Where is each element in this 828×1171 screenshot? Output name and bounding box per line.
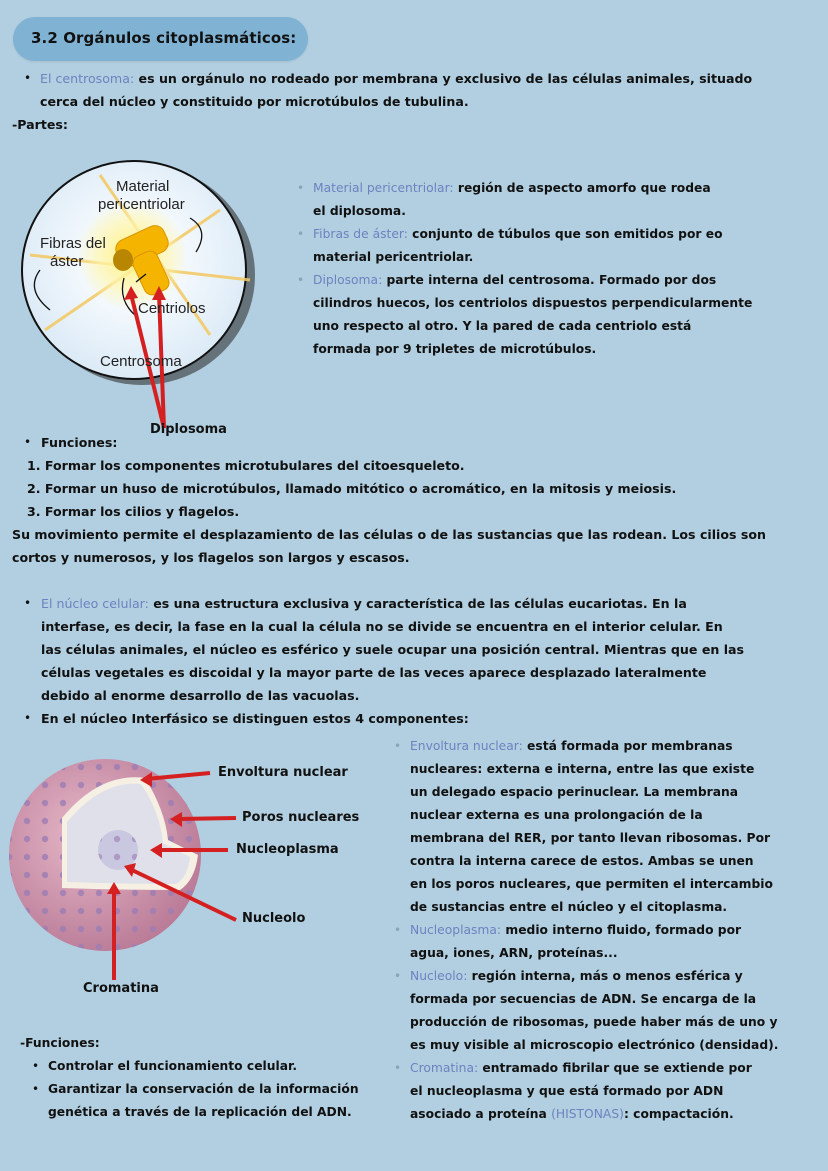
- nucleo-line: células vegetales es discoidal y la mayor parte de las veces aparece desplazado lateralmente: [41, 665, 707, 680]
- parte-fibras-line2: material pericentriolar.: [313, 250, 474, 264]
- bullet-icon: •: [32, 1082, 40, 1096]
- componente-line: de sustancias entre el núcleo y el citoplasma.: [410, 900, 728, 914]
- label-fibras: Fibras del: [40, 235, 106, 252]
- bullet-icon: •: [394, 923, 402, 937]
- bullet-icon: •: [24, 596, 32, 610]
- componente-line: en los poros nucleares, que permiten el intercambio: [410, 877, 773, 891]
- nucleo-intro: El núcleo celular: es una estructura exclusiva y característica de las células eucariotas. En la: [41, 596, 687, 611]
- componente-envoltura: Envoltura nuclear: está formada por membranas: [410, 739, 733, 753]
- nucleo-funciones-label: -Funciones:: [20, 1036, 100, 1050]
- parte-material: Material pericentriolar: región de aspecto amorfo que rodea: [313, 181, 711, 195]
- componente-line: membrana del RER, por tanto llevan ribosomas. Por: [410, 831, 771, 845]
- componente-line: es muy visible al microscopio electrónico (densidad).: [410, 1038, 779, 1052]
- section-title: 3.2 Orgánulos citoplasmáticos:: [31, 29, 297, 47]
- bullet-icon: •: [24, 711, 32, 725]
- term-centrosoma: El centrosoma:: [40, 71, 135, 86]
- label-nucleolo: Nucleolo: [242, 911, 306, 926]
- label-centrosoma: Centrosoma: [100, 353, 182, 370]
- nucleo-line: interfase, es decir, la fase en la cual la célula no se divide se encuentra en el interior celular. En: [41, 619, 723, 634]
- bullet-icon: •: [24, 435, 32, 449]
- label-centriolos: Centriolos: [138, 300, 206, 317]
- nucleo-funcion-item: Controlar el funcionamiento celular.: [48, 1059, 297, 1073]
- componente-line: contra la interna carece de estos. Ambas se unen: [410, 854, 754, 868]
- funciones-label: Funciones:: [41, 435, 118, 450]
- label-pericentriolar: pericentriolar: [98, 196, 185, 213]
- componente-nucleoplasma: Nucleoplasma: medio interno fluido, formado por: [410, 923, 742, 937]
- componente-line: agua, iones, ARN, proteínas...: [410, 946, 618, 960]
- section-title-pill: [13, 17, 308, 61]
- bullet-icon: •: [297, 227, 305, 241]
- movimiento-text-line2: cortos y numerosos, y los flagelos son largos y escasos.: [12, 550, 410, 565]
- bullet-icon: •: [394, 739, 402, 753]
- bullet-icon: •: [297, 273, 305, 287]
- label-diplosoma: Diplosoma: [150, 422, 227, 437]
- nucleo-line: debido al enorme desarrollo de las vacuolas.: [41, 688, 360, 703]
- nucleo-funcion-item: Garantizar la conservación de la información: [48, 1082, 359, 1096]
- bullet-icon: •: [32, 1059, 40, 1073]
- label-aster: áster: [50, 253, 84, 270]
- parte-fibras: Fibras de áster: conjunto de túbulos que son emitidos por eo: [313, 227, 723, 241]
- componente-line: un delegado espacio perinuclear. La membrana: [410, 785, 739, 799]
- label-material: Material: [116, 178, 170, 195]
- centrosoma-intro-line2: cerca del núcleo y constituido por microtúbulos de tubulina.: [40, 94, 469, 109]
- componente-nucleolo: Nucleolo: región interna, más o menos esférica y: [410, 969, 743, 983]
- componente-line: el nucleoplasma y que está formado por ADN: [410, 1084, 724, 1098]
- funcion-item: 3. Formar los cilios y flagelos.: [27, 504, 240, 519]
- componente-line: asociado a proteína (HISTONAS): compactación.: [410, 1107, 734, 1121]
- bullet-icon: •: [394, 1061, 402, 1075]
- bullet-icon: •: [297, 181, 305, 195]
- componente-line: nucleares: externa e interna, entre las que existe: [410, 762, 755, 776]
- label-envoltura: Envoltura nuclear: [218, 765, 348, 780]
- partes-label: -Partes:: [12, 117, 68, 132]
- label-nucleoplasma: Nucleoplasma: [236, 842, 339, 857]
- bullet-icon: •: [394, 969, 402, 983]
- componente-line: formada por secuencias de ADN. Se encarga de la: [410, 992, 757, 1006]
- nucleus-illustration: [0, 740, 390, 1010]
- funcion-item: 1. Formar los componentes microtubulares del citoesqueleto.: [27, 458, 465, 473]
- histonas-highlight: (HISTONAS): [551, 1107, 624, 1121]
- term-nucleo: El núcleo celular:: [41, 596, 149, 611]
- parte-diplosoma-line2: cilindros huecos, los centriolos dispuestos perpendicularmente: [313, 296, 753, 310]
- nucleo-funcion-item-line2: genética a través de la replicación del ADN.: [48, 1105, 352, 1119]
- centrosome-diagram: [20, 160, 290, 450]
- label-cromatina: Cromatina: [83, 981, 159, 996]
- bullet-icon: •: [24, 71, 32, 85]
- centrosoma-intro: El centrosoma: es un orgánulo no rodeado por membrana y exclusivo de las células animales, situado: [40, 71, 753, 86]
- nucleus-diagram: [0, 740, 390, 1010]
- componente-line: producción de ribosomas, puede haber más de uno y: [410, 1015, 778, 1029]
- componente-cromatina: Cromatina: entramado fibrilar que se extiende por: [410, 1061, 752, 1075]
- parte-diplosoma: Diplosoma: parte interna del centrosoma. Formado por dos: [313, 273, 717, 287]
- componente-line: nuclear externa es una prolongación de la: [410, 808, 703, 822]
- nucleo-line: las células animales, el núcleo es esférico y suele ocupar una posición central. Mientras que en las: [41, 642, 745, 657]
- funcion-item: 2. Formar un huso de microtúbulos, llamado mitótico o acromático, en la mitosis y meiosis.: [27, 481, 677, 496]
- parte-material-line2: el diplosoma.: [313, 204, 406, 218]
- movimiento-text: Su movimiento permite el desplazamiento de las células o de las sustancias que las rodean. Los cilios son: [12, 527, 767, 542]
- label-poros: Poros nucleares: [242, 810, 360, 825]
- componentes-intro: En el núcleo Interfásico se distinguen estos 4 componentes:: [41, 711, 469, 726]
- parte-diplosoma-line3: uno respecto al otro. Y la pared de cada centriolo está: [313, 319, 692, 333]
- parte-diplosoma-line4: formada por 9 tripletes de microtúbulos.: [313, 342, 597, 356]
